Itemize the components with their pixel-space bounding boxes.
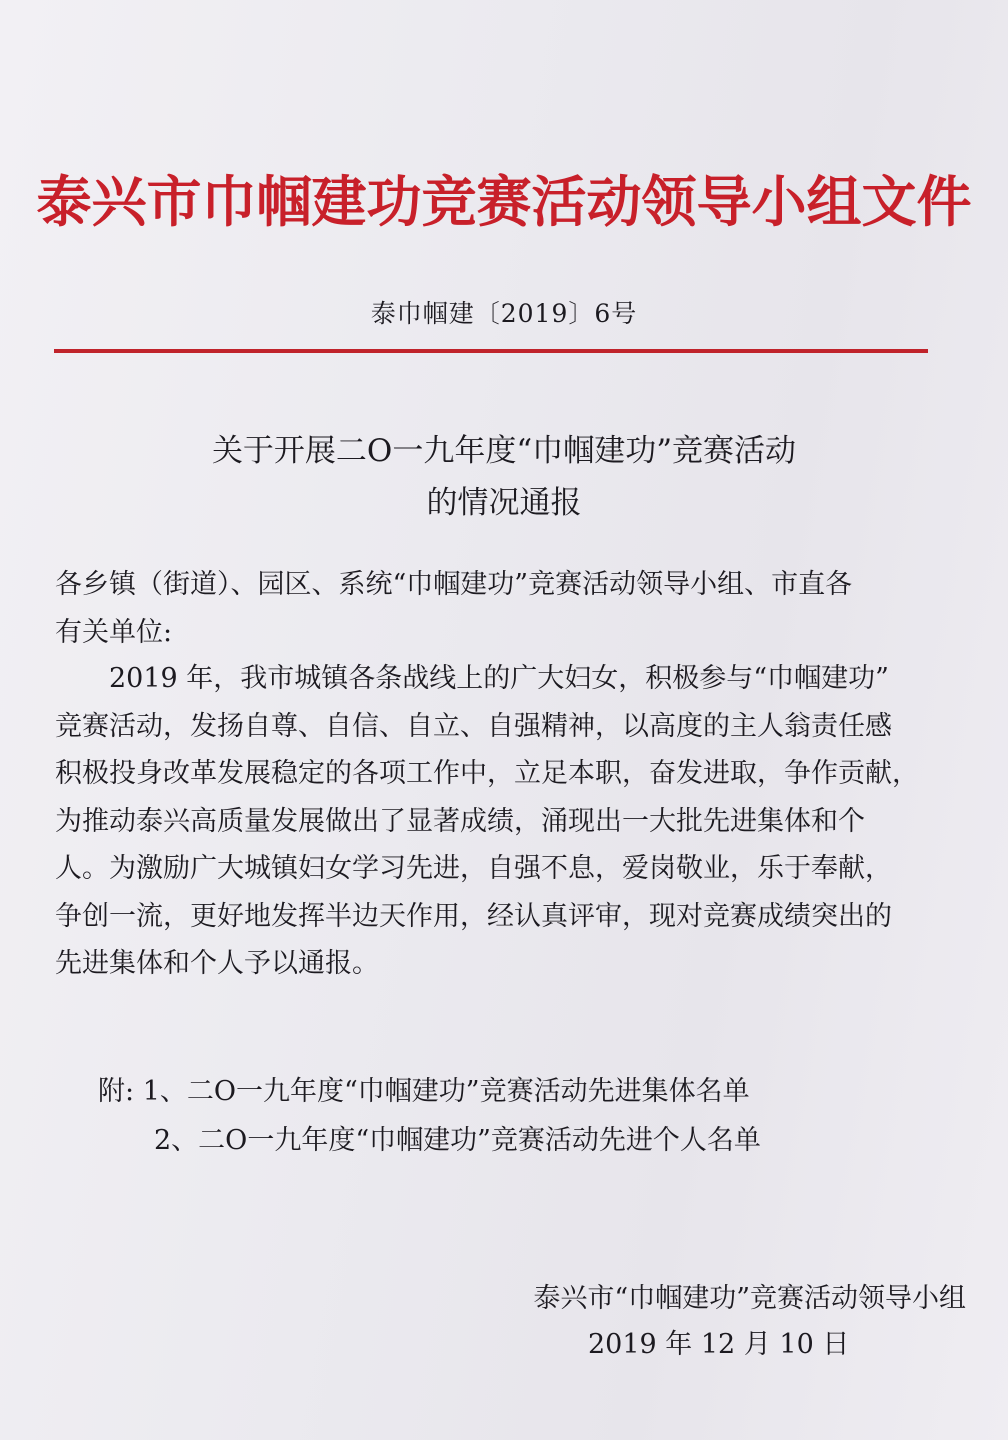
- signature-date: 2019 年 12 月 10 日: [588, 1329, 850, 1360]
- attachments-list: [98, 1067, 761, 1165]
- salutation-line-1: 各乡镇（街道）、园区、系统“巾帼建功”竞赛活动领导小组、市直各: [55, 569, 853, 600]
- attachment-item-1: [98, 1067, 761, 1116]
- salutation: [55, 561, 955, 656]
- attachments-prefix: 附:: [98, 1076, 143, 1107]
- salutation-line-2: 有关单位:: [55, 616, 173, 648]
- document-number: 泰巾帼建〔2019〕6号: [370, 299, 638, 328]
- notice-title-line-1: 关于开展二O一九年度“巾帼建功”竞赛活动: [211, 433, 797, 469]
- attachment-item-2: 2、二O一九年度“巾帼建功”竞赛活动先进个人名单: [154, 1125, 761, 1156]
- paragraph-line: 人。为激励广大城镇妇女学习先进，自强不息，爱岗敬业，乐于奉献，: [55, 853, 892, 884]
- paragraph-line: 争创一流，更好地发挥半边天作用，经认真评审，现对竞赛成绩突出的: [55, 900, 892, 932]
- red-divider-line: [54, 349, 928, 353]
- document-header-title: 泰兴市巾帼建功竞赛活动领导小组文件: [36, 170, 972, 234]
- body-paragraph: [55, 655, 955, 988]
- notice-title: [0, 425, 1008, 529]
- paragraph-line: 先进集体和个人予以通报。: [55, 948, 379, 979]
- signature-organization: 泰兴市“巾帼建功”竞赛活动领导小组: [533, 1283, 966, 1314]
- attachment-item-1-text: 1、二O一九年度“巾帼建功”竞赛活动先进集体名单: [142, 1076, 750, 1107]
- notice-title-line-2: 的情况通报: [426, 485, 582, 521]
- paragraph-line: 竞赛活动，发扬自尊、自信、自立、自强精神，以高度的主人翁责任感: [55, 710, 892, 742]
- paragraph-line: 为推动泰兴高质量发展做出了显著成绩，涌现出一大批先进集体和个: [55, 805, 865, 837]
- paragraph-line: 2019 年，我市城镇各条战线上的广大妇女，积极参与“巾帼建功”: [55, 663, 889, 694]
- paragraph-line: 积极投身改革发展稳定的各项工作中，立足本职，奋发进取，争作贡献，: [55, 758, 919, 789]
